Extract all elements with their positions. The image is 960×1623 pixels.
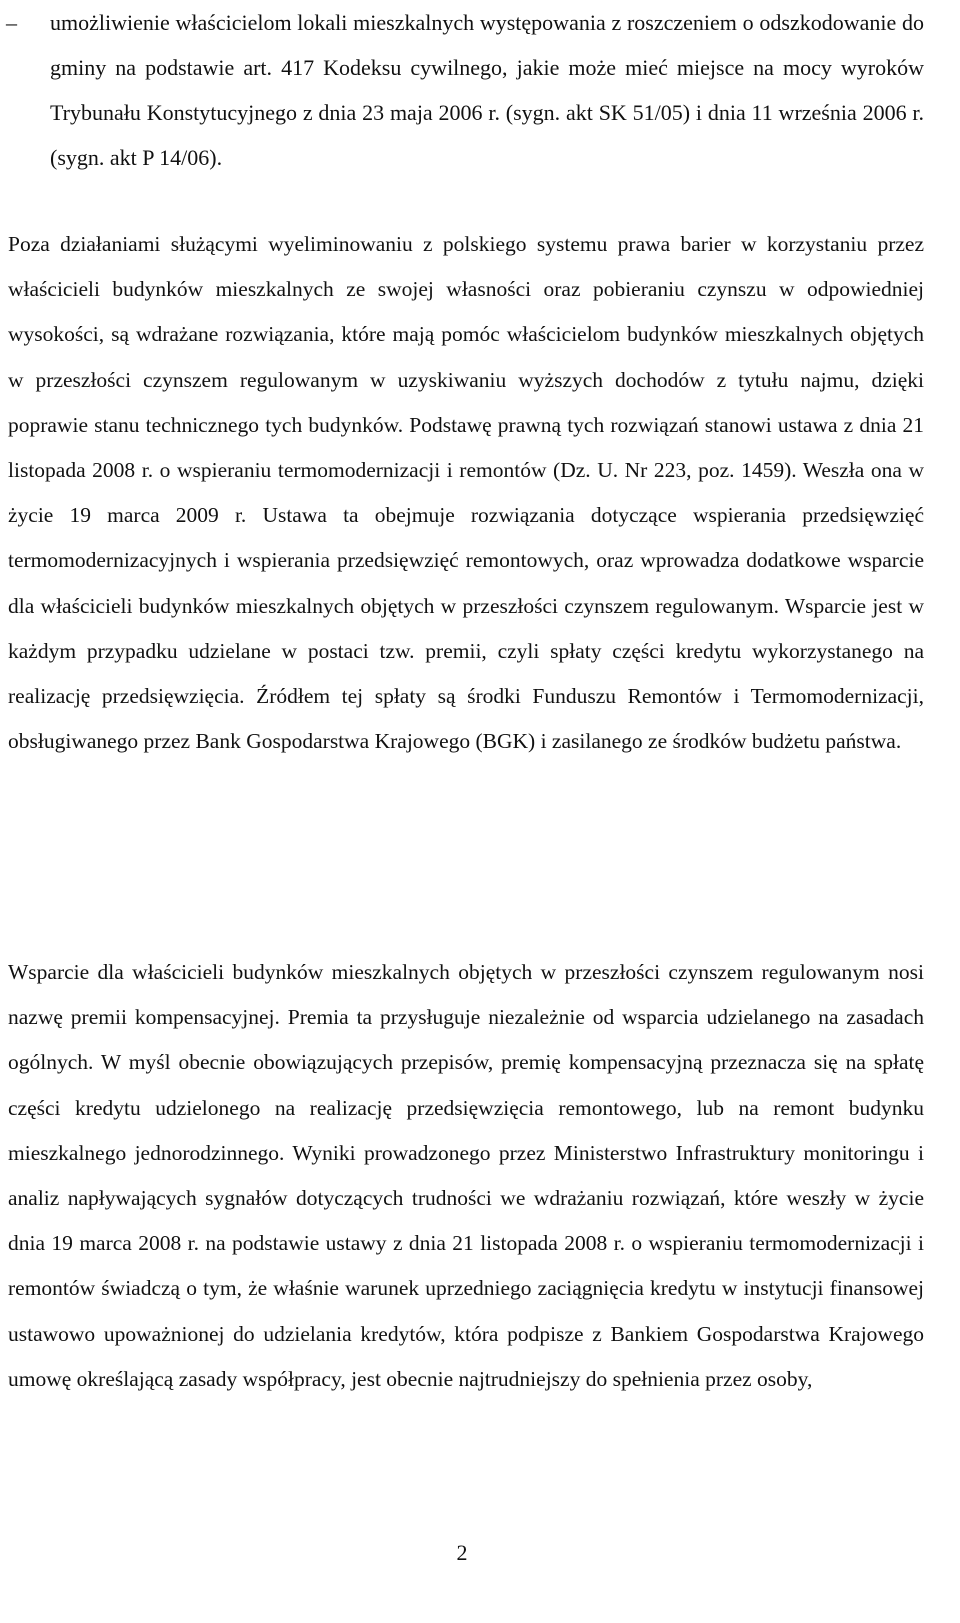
bullet-dash: –: [6, 10, 17, 35]
page-number: 2: [456, 1540, 468, 1565]
bullet-text: umożliwienie właścicielom lokali mieszkalnych występowania z roszczeniem o odszkodowanie do gminy na podstawie art. 417 Kodeksu cywilnego, jakie może mieć miejsce na mocy wyroków Trybunału Konstytucyjnego z dnia 23 maja 2006 r. (sygn. akt SK 51/05) i dnia 11 września 2006 r. (sygn. akt P 14/06).: [50, 10, 924, 170]
paragraph-premia-kompensacyjna: Wsparcie dla właścicieli budynków mieszkalnych objętych w przeszłości czynszem regulowanym nosi nazwę premii kompensacyjnej. Premia ta przysługuje niezależnie od wsparcia udzielanego na zasadach ogólnych. W myśl obecnie obowiązujących przepisów, premię kompensacyjną przeznacza się na spłatę części kredytu udzielonego na realizację przedsięwzięcia remontowego, lub na remont budynku mieszkalnego jednorodzinnego. Wyniki prowadzonego przez Ministerstwo Infrastruktury monitoringu i analiz napływających sygnałów dotyczących trudności we wdrażaniu rozwiązań, które weszły w życie dnia 19 marca 2008 r. na podstawie ustawy z dnia 21 listopada 2008 r. o wspieraniu termomodernizacji i remontów świadczą o tym, że właśnie warunek uprzedniego zaciągnięcia kredytu w instytucji finansowej ustawowo upoważnionej do udzielania kredytów, która podpisze z Bankiem Gospodarstwa Krajowego umowę określającą zasady współpracy, jest obecnie najtrudniejszy do spełnienia przez osoby,: [8, 960, 924, 1391]
paragraph-premia-intro: Poza działaniami służącymi wyeliminowaniu z polskiego systemu prawa barier w korzystaniu przez właścicieli budynków mieszkalnych ze swojej własności oraz pobieraniu czynszu w odpowiedniej wysokości, są wdrażane rozwiązania, które mają pomóc właścicielom budynków mieszkalnych objętych w przeszłości czynszem regulowanym w uzyskiwaniu wyższych dochodów z tytułu najmu, dzięki poprawie stanu technicznego tych budynków. Podstawę prawną tych rozwiązań stanowi ustawa z dnia 21 listopada 2008 r. o wspieraniu termomodernizacji i remontów (Dz. U. Nr 223, poz. 1459). Weszła ona w życie 19 marca 2009 r. Ustawa ta obejmuje rozwiązania dotyczące wspierania przedsięwzięć termomodernizacyjnych i wspierania przedsięwzięć remontowych, oraz wprowadza dodatkowe wsparcie dla właścicieli budynków mieszkalnych objętych w przeszłości czynszem regulowanym. Wsparcie jest w każdym przypadku udzielane w postaci tzw. premii, czyli spłaty części kredytu wykorzystanego na realizację przedsięwzięcia. Źródłem tej spłaty są środki Funduszu Remontów i Termomodernizacji, obsługiwanego przez Bank Gospodarstwa Krajowego (BGK) i zasilanego ze środków budżetu państwa.: [8, 232, 924, 754]
